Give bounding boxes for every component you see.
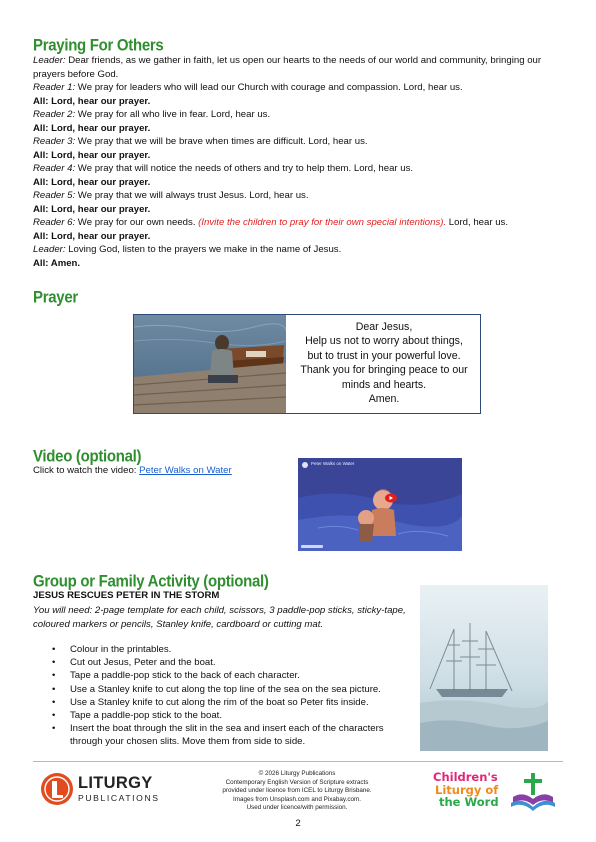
list-item: • Use a Stanley knife to cut along the rim of the boat so Peter fits inside. xyxy=(52,696,402,709)
list-item: • Tape a paddle-pop stick to the boat. xyxy=(52,709,402,722)
reader-6: Reader 6: We pray for our own needs. (Invite the children to pray for their own special intentions). Lord, hear us. xyxy=(33,217,508,228)
activity-title: JESUS RESCUES PETER IN THE STORM xyxy=(33,590,220,601)
video-thumbnail[interactable] xyxy=(298,458,462,551)
clw-wordmark: Children's Liturgy of the Word xyxy=(433,770,499,809)
response-4: All: Lord, hear our prayer. xyxy=(33,176,151,188)
liturgy-publications-logo xyxy=(40,772,165,806)
activity-steps xyxy=(52,643,402,749)
response-5: All: Lord, hear our prayer. xyxy=(33,203,151,215)
logo-subtitle: PUBLICATIONS xyxy=(78,793,160,803)
video-instruction: Click to watch the video: Peter Walks on Water xyxy=(33,465,232,476)
logo-wordmark: LITURGY xyxy=(78,774,153,792)
list-item: • Tape a paddle-pop stick to the back of each character. xyxy=(52,669,402,682)
list-item: • Cut out Jesus, Peter and the boat. xyxy=(52,656,402,669)
footer-divider xyxy=(33,761,563,762)
ship-in-mist-photo xyxy=(420,585,548,751)
reader-5: Reader 5: We pray that we will always trust Jesus. Lord, hear us. xyxy=(33,190,309,201)
response-3: All: Lord, hear our prayer. xyxy=(33,149,151,161)
list-item: • Insert the boat through the slit in the sea and insert each of the characters through your chosen slits. Move them from side to side. xyxy=(52,722,402,748)
video-link[interactable]: Peter Walks on Water xyxy=(139,465,232,476)
childrens-liturgy-logo xyxy=(433,771,558,813)
materials-needed: You will need: 2-page template for each child, scissors, 3 paddle-pop sticks, sticky-tape, coloured markers or pencils, Stanley knife, cardboard or cutting mat. xyxy=(33,605,406,630)
reader-4: Reader 4: We pray that will notice the needs of others and try to help them. Lord, hear us. xyxy=(33,163,414,174)
liturgy-logo-icon xyxy=(40,772,74,806)
prayer-text: Dear Jesus, Help us not to worry about things, but to trust in your powerful love. Thank you for bringing peace to our minds and hearts. Amen. xyxy=(300,321,468,406)
youtube-watermark-icon xyxy=(301,545,323,548)
leader-intro: Leader: Dear friends, as we gather in faith, let us open our hearts to the needs of our world and community, bringing our prayers before God. xyxy=(33,55,542,80)
intentions-note: (Invite the children to pray for their own special intentions). xyxy=(198,217,447,228)
amen-response: All: Amen. xyxy=(33,257,81,269)
section-heading-praying-for-others: Praying For Others xyxy=(33,36,164,56)
video-thumbnail-title: Peter Walks on Water xyxy=(311,461,355,466)
boy-on-pier-photo xyxy=(134,315,286,413)
open-book-cross-icon xyxy=(509,771,557,813)
response-6: All: Lord, hear our prayer. xyxy=(33,230,151,242)
section-heading-prayer: Prayer xyxy=(33,288,78,308)
page-number: 2 xyxy=(295,818,301,829)
reader-3: Reader 3: We pray that we will be brave when times are difficult. Lord, hear us. xyxy=(33,136,368,147)
reader-2: Reader 2: We pray for all who live in fear. Lord, hear us. xyxy=(33,109,271,120)
prayers-of-the-faithful xyxy=(33,54,563,270)
leader-closing: Leader: Loving God, listen to the prayers we make in the name of Jesus. xyxy=(33,244,342,255)
response-2: All: Lord, hear our prayer. xyxy=(33,122,151,134)
reader-1: Reader 1: We pray for leaders who will lead our Church with courage and compassion. Lord, hear us. xyxy=(33,82,463,93)
list-item: • Colour in the printables. xyxy=(52,643,402,656)
channel-avatar xyxy=(302,462,308,468)
response-1: All: Lord, hear our prayer. xyxy=(33,95,151,107)
list-item: • Use a Stanley knife to cut along the top line of the sea on the sea picture. xyxy=(52,683,402,696)
section-heading-video: Video (optional) xyxy=(33,447,142,467)
prayer-box xyxy=(133,314,481,414)
section-heading-activity: Group or Family Activity (optional) xyxy=(33,572,269,592)
copyright-notice: © 2026 Liturgy Publications Contemporary English Version of Scripture extracts provided under licence from ICEL to Liturgy Brisbane. Images from Unsplash.com and Pixabay.com. Used under licence/with permission. xyxy=(222,770,372,812)
